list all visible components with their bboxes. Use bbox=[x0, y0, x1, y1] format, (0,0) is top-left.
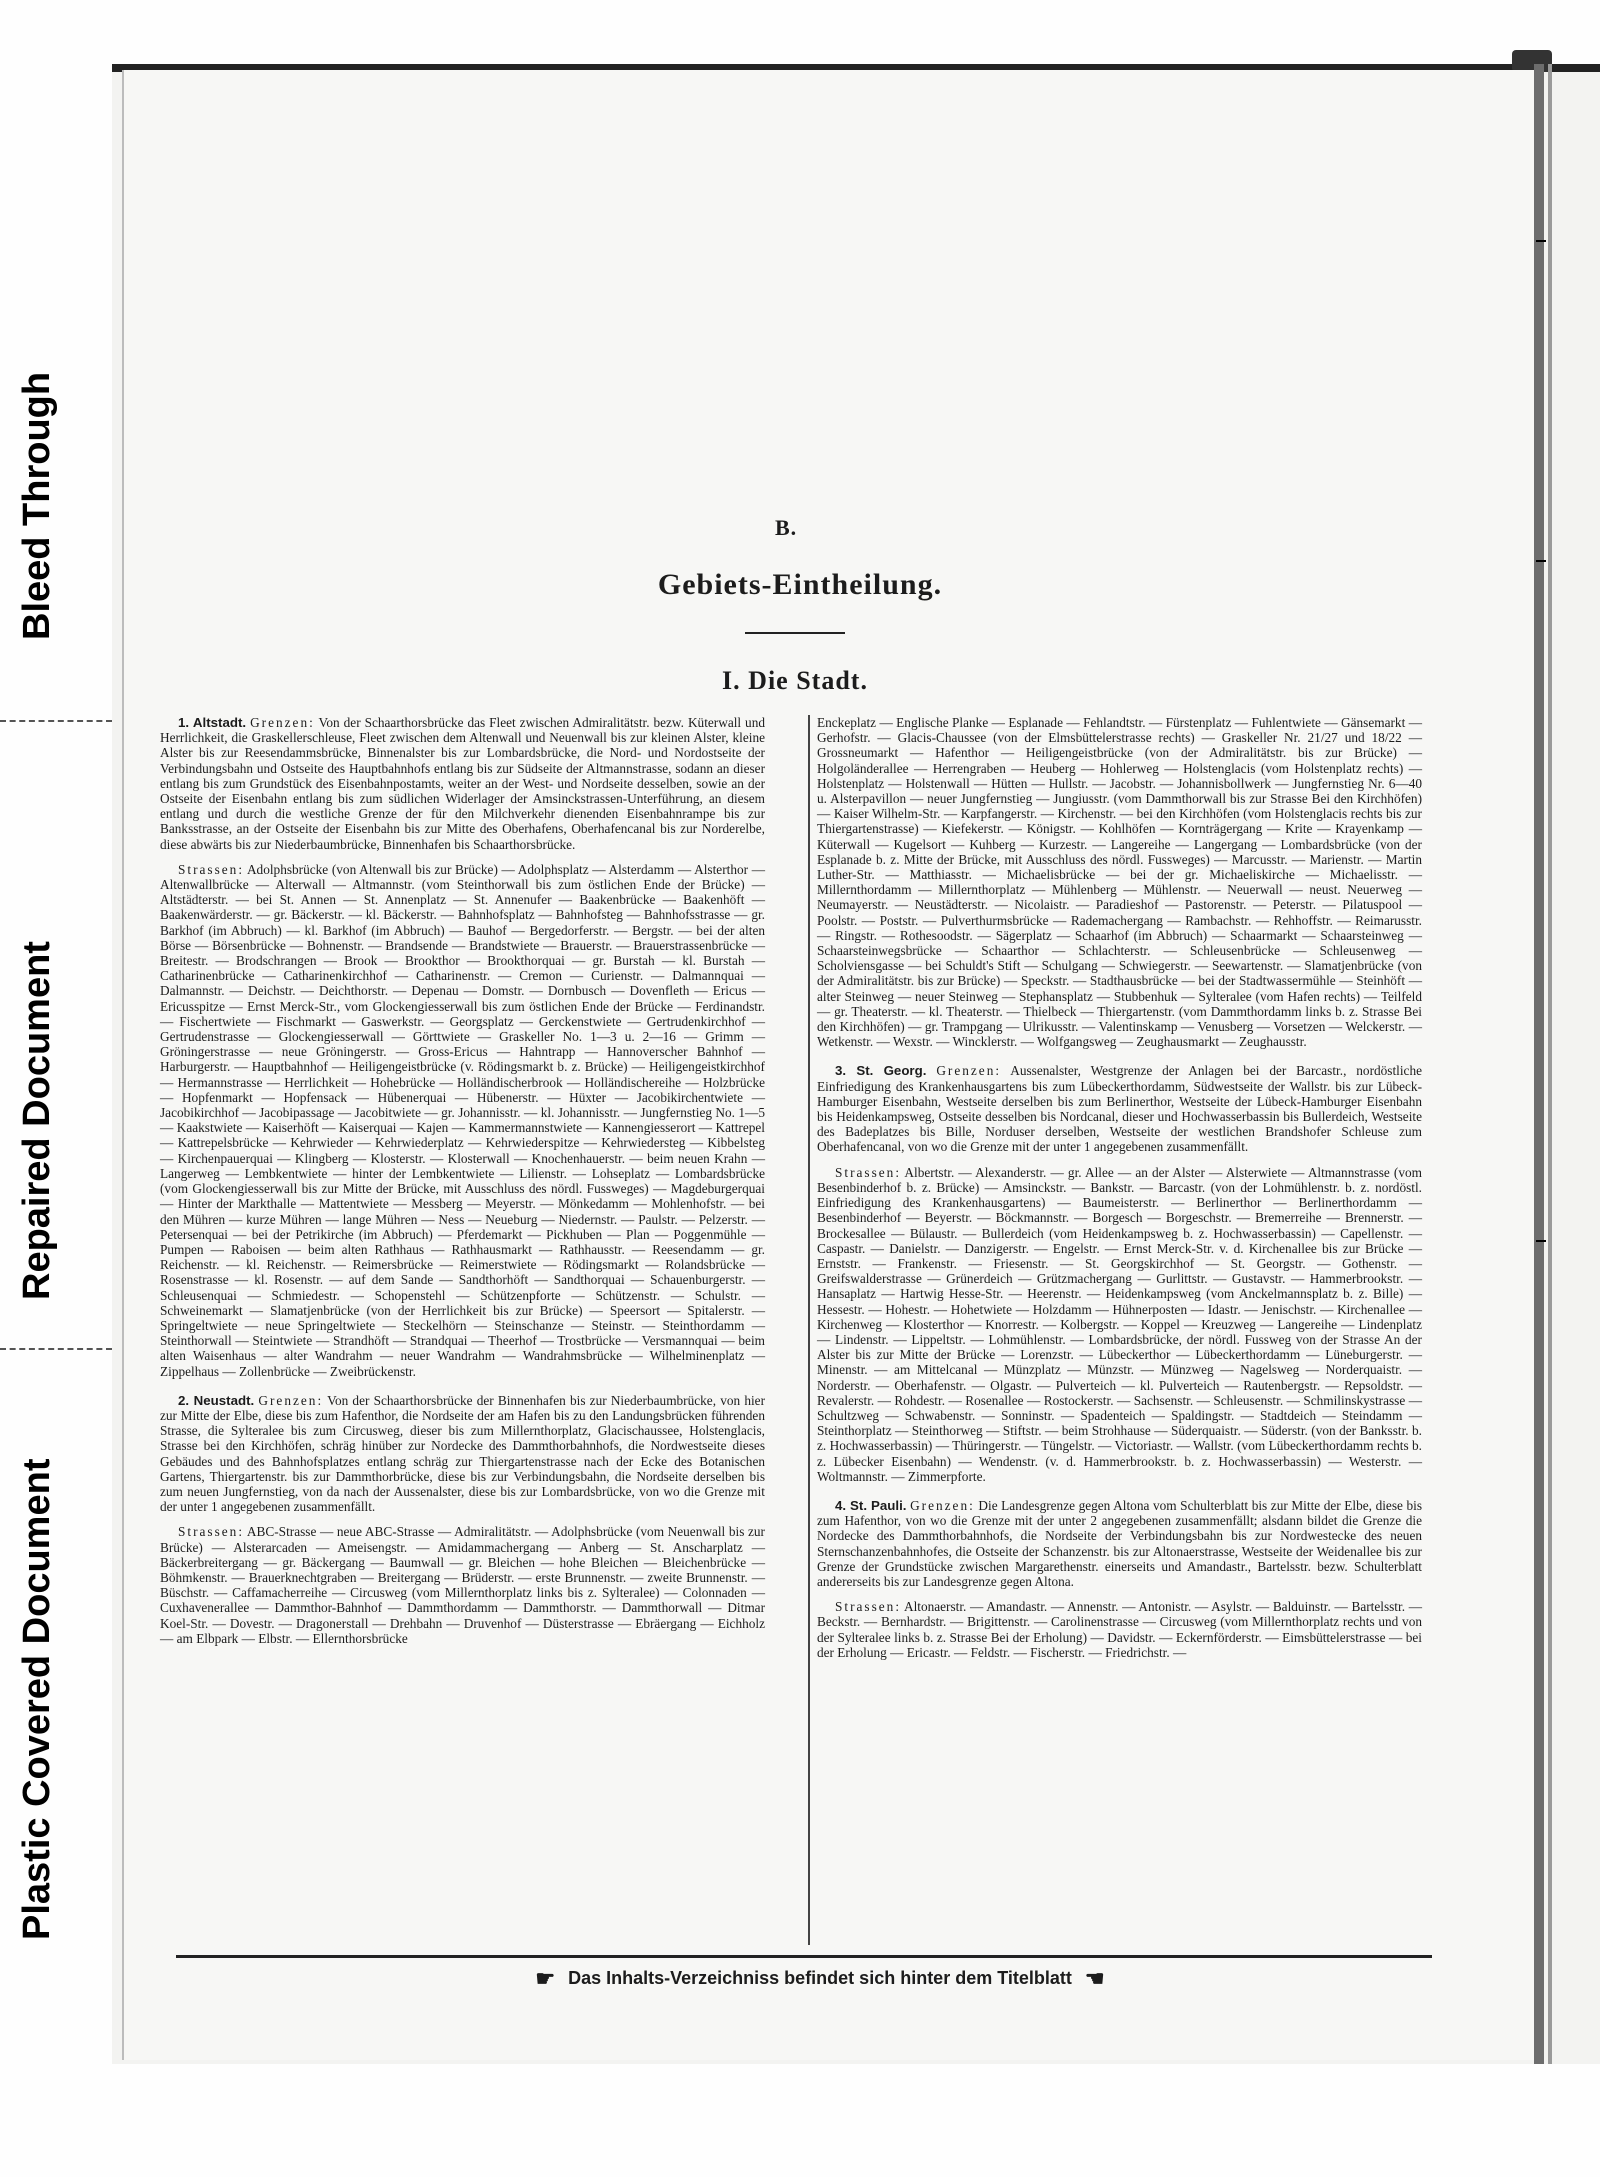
streets-text: Altonaerstr. — Amandastr. — Annenstr. — Antonistr. — Asylstr. — Balduinstr. — Bartelsstr. — Beckstr. — Bernhardstr. — Brigittenstr. — Carolinenstrasse — Circusweg (vom Millernthorplatz rechts und von der Sylteralee links b. z. Strasse Bei der Erholung) — Davidstr. — Eckernförderstr. — Eimsbüttelerstrasse — bei der Erholung — Ericastr. — Feldstr. — Fischerstr. — Friedrichstr. — bbox=[817, 1599, 1422, 1660]
section-letter: B. bbox=[775, 515, 798, 540]
district-heading: 3. St. Georg. bbox=[835, 1063, 927, 1079]
district-heading: 4. St. Pauli. bbox=[835, 1497, 907, 1513]
district-stpauli-boundaries bbox=[817, 1498, 1422, 1589]
district-neustadt-streets bbox=[160, 1524, 765, 1646]
page-fold bbox=[1548, 64, 1552, 2064]
district-heading: 1. Altstadt. bbox=[178, 715, 247, 730]
boundaries-text: Aussenalster, Westgrenze der Anlagen bei der Barcastr., nordöstliche Einfriedigung des Krankenhausgartens bis zum Lübeckerthordamm, Südwestseite der Wallstr. bis zur Lübeck-Hamburger Eisenbahn, Westseite derselben bis zum Berlinerthor, Westseite der Lübeck-Hamburger Eisenbahn bis Heidenkampsweg, Ostseite desselben bis Nordcanal, dieser und Hochwasserbassin bis Bullerdeich, Westseite des Badeplatzes bis Bille, Norduser derselben, Westseite der westlichen Brandshofer Schleuse zum Oberhafencanal, von wo die Grenze mit der unter 1 angegebenen zusammenfällt. bbox=[817, 1063, 1423, 1155]
label-separator bbox=[0, 1348, 112, 1350]
side-label-strip bbox=[0, 0, 110, 2177]
district-stpauli-streets bbox=[817, 1599, 1422, 1660]
binding-mark bbox=[1536, 1240, 1546, 1242]
column-divider bbox=[808, 715, 810, 1945]
footer-rule bbox=[176, 1955, 1432, 1958]
streets-text: Adolphsbrücke (von Altenwall bis zur Brücke) — Adolphsplatz — Alsterdamm — Alsterthor — Altenwallbrücke — Alterwall — Altmannstr. (vom Steinthorwall bis zum östlichen Ende der Brücke) — Altstädterstr. — bei St. Annen — St. Annenplatz — St. Annenufer — Baakenbrücke — Baakenhöft — Baakenwärderstr. — gr. Bäckerstr. — kl. Bäckerstr. — Bahnhofsplatz — Bahnhofsteg — Bahnhofsstrasse — gr. Barkhof (im Abbruch) — kl. Barkhof (im Abbruch) — Bauhof — Bergedorferstr. — Bergstr. — bei der alten Börse — Börsenbrücke — Bohnenstr. — Brandsende — Brandstwiete — Brauerstr. — Brauerstrassenbrücke — Breitestr. — Brodschrangen — Brook — Brookthor — Brookthorquai — gr. Burstah — kl. Burstah — Catharinenbrücke — Catharinenkirchhof — Catharinenstr. — Cremon — Curienstr. — Dalmannquai — Dalmannstr. — Deichstr. — Deichthorstr. — Depenau — Domstr. — Dornbusch — Dovenfleth — Ericus — Ericusspitze — Ernst Merck-Str., vom Glockengiesserwall bis zum östlichen Ende der Brücke — Ferdinandstr. — Fischertwiete — Fischmarkt — Gaswerkstr. — Georgsplatz — Gerckenstwiete — Gertrudenkirchhof — Gertrudenstrasse — Glockengiesserwall — Görttwiete — Graskeller No. 1—3 u. 2—16 — Grimm — Gröningerstrasse — neue Gröningerstr. — Gross-Ericus — Hahntrapp — Hannoverscher Bahnhof — Harburgerstr. — Hauptbahnhof — Heiligengeistbrücke (v. Rödingsmarkt b. z. Brücke) — Heiligengeistkirchhof — Hermannstrasse — Herrlichkeit — Hohebrücke — Holländischerbrook — Holländischereihe — Holzbrücke — Hopfenmarkt — Hopfensack — Hübenerquai — Hübenerstr. — Hüxter — Jacobikirchentwiete — Jacobikirchhof — Jacobipassage — Jacobitwiete — gr. Johannisstr. — kl. Johannisstr. — Jungfernstieg No. 1—5 — Kaakstwiete — Kaiserhöft — Kaiserquai — Kajen — Kammermannstwiete — Kannengiesserort — Kattrepel — Kattrepelsbrücke — Kehrwieder — Kehrwiederplatz — Kehrwiederspitze — Kehrwiedersteg — Kibbelsteg — Kirchenpauerquai — Klingberg — Klosterstr. — Klosterwall — Knochenhauerstr. — beim neuen Krahn — Langerweg — Lembkentwiete — hinter der Lembkentwiete — Lilienstr. — Lohseplatz — Lombardsbrücke (vom Glockengiesserwall bis zur Mitte der Brücke, mit Ausschluss des nördl. Fussweges) — Magdeburgerquai — Hinter der Markthalle — Mattentwiete — Messberg — Meyerstr. — Mönkedamm — Mohlenhofstr. — bei den Mühren — kurze Mühren — lange Mühren — Ness — Neueburg — Niedernstr. — Paulstr. — Pelzerstr. — Petersenquai — bei der Petrikirche (im Abbruch) — Pferdemarkt — Pickhuben — Plan — Poggenmühle — Pumpen — Raboisen — beim alten Rathhaus — Rathhausmarkt — Rathhausstr. — Reesendamm — gr. Reichenstr. — kl. Reichenstr. — Reimersbrücke — Reimerstwiete — Rödingsmarkt — Rolandsbrücke — Rosenstrasse — kl. Rosenstr. — auf dem Sande — Sandthorhöft — Sandthorquai — Schauenburgerstr. — Schleusenquai — Schmiedestr. — Schopenstehl — Schützenpforte — Schützenstr. — Schulstr. — Schweinemarkt — Slamatjenbrücke (von der Herrlichkeit bis zur Brücke) — Speersort — Spitalerstr. — Springeltwiete — neue Springeltwiete — Steckelhörn — Steinschanze — Steinstr. — Steinthordamm — Steinthorwall — Steintwiete — Strandhöft — Strandquai — Theerhof — Trostbrücke — Versmannquai — beim alten Waisenhaus — alter Wandrahm — neuer Wandrahm — Wandrahmsbrücke — Wilhelminenplatz — Zippelhaus — Zollenbrücke — Zweibrückenstr. bbox=[160, 861, 765, 1379]
page-title: Gebiets-Eintheilung. bbox=[657, 568, 943, 601]
streets-label: Strassen: bbox=[835, 1164, 902, 1180]
district-heading: 2. Neustadt. bbox=[178, 1392, 255, 1408]
district-stgeorg-boundaries bbox=[817, 1063, 1422, 1154]
district-altstadt-streets bbox=[160, 862, 765, 1379]
boundaries-text: Von der Schaarthorsbrücke der Binnenhafen bis zur Niederbaumbrücke, von hier zur Mitte der Elbe, diese bis zum Hafenthor, die Nordseite der am Hafen bis zu den Landungsbrücken führenden Strasse, die Sylteralee bis zum Circusweg, dieser bis zum Millernthorplatz, Glacischaussee, Holstenglacis, Strasse bei den Kirchhöfen, schräg hinüber zur Nordecke des Dammthorbahnhofs, die Nordwestseite dieses Gebäudes und des Bahnhofsplatzes entlang schräg zur Thiergartenstrasse nach der Ecke des Botanischen Gartens, Thiergartenstr. bis zur Dammthorbrücke, diese bis zur Verbindungsbahn, die Nordseite derselben bis zum neuen Jungfernstieg, von da nach der Aussenalster, diese bis zur Lombardsbrücke, von wo die Grenze mit der unter 1 angegebenen zusammenfällt. bbox=[160, 1392, 765, 1515]
streets-label: Strassen: bbox=[178, 861, 245, 877]
page-subtitle: I. Die Stadt. bbox=[722, 666, 868, 695]
district-neustadt-boundaries bbox=[160, 1393, 765, 1515]
binding-mark bbox=[1536, 240, 1546, 242]
label-separator bbox=[0, 720, 112, 722]
boundaries-label: Grenzen: bbox=[910, 1497, 975, 1513]
label-bleed-through: Bleed Through bbox=[16, 371, 58, 640]
boundaries-text: Von der Schaarthorsbrücke das Fleet zwischen Admiralitätstr. bezw. Küterwall und Herrlichkeit, die Graskellerschleuse, Fleet zwischen dem Altenwall und Neuenwall bis zur kleinen Alster, kleine Alster bis zur Reesendammsbrücke, Binnenalster bis zur Lombardsbrücke, die Nord- und Nordostseite der Verbindungsbahn und Ostseite des Hauptbahnhofs entlang bis zur Südseite der Altmannstrasse, sodann an dieser entlang bis zum Grundstück des Eisenbahnpostamts, weiter an der West- und Nordseite desselben, sowie an der Ostseite der Eisenbahn entlang bis zum südlichen Widerlager der Amsinckstrassen-Unterführung, an diesem entlang und durch die westliche Grenze der für den Milchverkehr dienenden Eisenbahnrampe bis zur Banksstrasse, an der Ostseite der Eisenbahn bis zur Mitte des Oberhafens, Oberhafencanal bis zur Norderelbe, diese abwärts bis zur Niederbaumbrücke, Binnenhafen bis Schaarthorsbrücke. bbox=[160, 715, 765, 852]
boundaries-label: Grenzen: bbox=[936, 1063, 1002, 1079]
binding-mark bbox=[1536, 560, 1546, 562]
text-column-left bbox=[160, 715, 765, 1656]
district-stgeorg-streets bbox=[817, 1165, 1422, 1484]
pointing-hand-right-icon: ☛ bbox=[535, 1966, 556, 1991]
streets-text: Enckeplatz — Englische Planke — Esplanade — Fehlandtstr. — Fürstenplatz — Fuhlentwiete — Gänsemarkt — Gerhofstr. — Glacis-Chaussee (von der Elmsbüttelerstrasse rechts) — Graskeller Nr. 21/27 und 18/22 — Grossneumarkt — Hafenthor — Heiligengeistbrücke (von der Admiralitätstr. bis zur Brücke) — Holgoländerallee — Herrengraben — Heuberg — Hohlerweg — Holstenglacis (vom Holstenplatz rechts) — Holstenplatz — Holstenwall — Hütten — Hullstr. — Jacobstr. — Johannisbollwerk — Jungfernstieg Nr. 6—40 u. Alsterpavillon — neuer Jungfernstieg — Jungiusstr. (vom Dammthorwall bis zur Strasse Bei den Kirchhöfen) — Kaiser Wilhelm-Str. — Karpfangerstr. — Kirchenstr. — bei den Kirchhöfen (vom Holstenglacis rechts bis zur Thiergartenstrasse) — Kiefekerstr. — Königstr. — Kohlhöfen — Kornträgergang — Krite — Krayenkamp — Küterwall — Kugelsort — Kuhberg — Kurzestr. — Langereihe — Langergang — Lombardsbrücke (von der Esplanade b. z. Mitte der Brücke, mit Ausschluss des nördl. Fussweges) — Marcusstr. — Marienstr. — Martin Luther-Str. — Matthiasstr. — Michaelisbrücke — bei der gr. Michaeliskirche — Michaelisstr. — Millernthordamm — Millernthorplatz — Mühlenberg — Mühlenstr. — Neuerwall — neust. Neuerweg — Neumayerstr. — Neustädterstr. — Nicolaistr. — Paradieshof — Pastorenstr. — Peterstr. — Pilatuspool — Poolstr. — Poststr. — Pulverthurmsbrücke — Rademachergang — Rambachstr. — Rehhoffstr. — Reimarusstr. — Ringstr. — Rothesoodstr. — Sägerplatz — Schaarhof (im Abbruch) — Schaarmarkt — Schaarsteinweg — Schaarsteinwegsbrücke — Schaarthor — Schlachterstr. — Schleusenbrücke — Schleusenweg — Scholviensgasse — bei Schuldt's Stift — Schulgang — Schwiegerstr. — Seewartenstr. — Slamatjenbrücke (von der Admiralitätstr. bis zur Brücke) — Speckstr. — Stadthausbrücke — bei der Stadtwassermühle — Steinhöft — alter Steinweg — neuer Steinweg — Stephansplatz — Stubbenhuk — Sylteralee (vom Hafen rechts) — Teilfeld — gr. Theaterstr. — kl. Theaterstr. — Thielbeck — Thiergartenstr. (vom Dammthordamm links b. z. Strasse Bei den Kirchhöfen) — gr. Trampgang — Ulrikusstr. — Valentinskamp — Venusberg — Vorsetzen — Welckerstr. — Wetkenstr. — Wexstr. — Wincklerstr. — Wolfgangsweg — Zeughausmarkt — Zeughausstr. bbox=[817, 715, 1422, 1050]
corner-mark bbox=[1512, 50, 1552, 72]
boundaries-text: Die Landesgrenze gegen Altona vom Schulterblatt bis zur Mitte der Elbe, diese bis zum Hafenthor, von wo die Grenze mit der unter 2 angegebenen zusammenfällt; alsdann bildet die Grenze die Nordecke des Dammthorbahnhofs, die Nordseite der Verbindungsbahn bis zur Nordwestecke des neuen Sternschanzenbahnhofes, die Ostseite der Schanzenstr. bis zur Altonaerstrasse, Westseite der Weidenallee bis zur Grenze der Grundstücke zwischen Margarethenstr. einerseits und Amandastr., Bartelsstr. bezw. Schulterblatt andererseits bis zur Landesgrenze gegen Altona. bbox=[817, 1497, 1423, 1589]
title-divider bbox=[745, 632, 845, 634]
streets-label: Strassen: bbox=[835, 1599, 902, 1615]
streets-text: Albertstr. — Alexanderstr. — gr. Allee — an der Alster — Alsterwiete — Altmannstrasse (vom Besenbinderhof b. z. Brücke) — Amsinckstr. — Bankstr. — Barcastr. (von der Lohmühlenstr. b. z. nordöstl. Einfriedigung des Krankenhausgartens) — Baumeisterstr. — Berlinerthor — Berlinerthordamm — Besenbinderhof — Beyerstr. — Böckmannstr. — Borgesch — Borgeschstr. — Bremerreihe — Brennerstr. — Brockesallee — Bülaustr. — Bullerdeich (vom Heidenkampsweg b. z. Hochwasserbassin) — Capellenstr. — Caspastr. — Danielstr. — Danzigerstr. — Engelstr. — Ernst Merck-Str. v. d. Kirchenallee bis zur Brücke — Ernststr. — Frankenstr. — Friesenstr. — St. Georgskirchhof — St. Georgstr. — Gothenstr. — Greifswalderstrasse — Grünerdeich — Grützmachergang — Gurlittstr. — Gustavstr. — Hammerbrookstr. — Hansaplatz — Hartwig Hesse-Str. — Heerenstr. — Heidenkampsweg (vom Anckelmannsplatz b. z. Bille) — Hessestr. — Hohestr. — Hohetwiete — Holzdamm — Hühnerposten — Idastr. — Jenischstr. — Kirchenallee — Kirchenweg — Klosterthor — Knorrestr. — Kolbergstr. — Koppel — Kreuzweg — Langereihe — Lindenplatz — Lindenstr. — Lippeltstr. — Lohmühlenstr. — Lombardsbrücke, der nördl. Fussweg von der Strasse An der Alster bis zur Mitte der Brücke — Lorenzstr. — Lübeckerthor — Lübeckerthordamm — Lüneburgerstr. — Minenstr. — am Mittelcanal — Münzplatz — Münzstr. — Münzweg — Nagelsweg — Norderquaistr. — Norderstr. — Oberhafenstr. — Olgastr. — Pulverteich — kl. Pulverteich — Rautenbergstr. — Repsoldstr. — Revalerstr. — Rohdestr. — Rosenallee — Rostockerstr. — Sachsenstr. — Schleusenstr. — Schmilinskystrasse — Schultzweg — Schwabenstr. — Sonninstr. — Spadenteich — Spaldingstr. — Stadtdeich — Steindamm — Steinthorplatz — Steinthorweg — Stiftstr. — beim Strohhause — Süderquaistr. — Süderstr. (von der Banksstr. b. z. Hochwasserbassin) — Thüringerstr. — Tüngelstr. — Victoriastr. — Wallstr. (vom Lübeckerthordamm rechts b. z. Lübecker Eisenbahn) — Wendenstr. (v. d. Hammerbrookstr. b. z. Hochwasserbassin) — Westerstr. — Woltmannstr. — Zimmerpforte. bbox=[817, 1164, 1422, 1484]
streets-label: Strassen: bbox=[178, 1524, 245, 1540]
district-neustadt-streets-continued bbox=[817, 715, 1422, 1049]
pointing-hand-left-icon: ☚ bbox=[1084, 1966, 1105, 1991]
boundaries-label: Grenzen: bbox=[258, 1392, 324, 1408]
label-plastic-covered-document: Plastic Covered Document bbox=[16, 1458, 58, 1940]
boundaries-label: Grenzen: bbox=[250, 715, 315, 730]
text-column-right bbox=[817, 715, 1422, 1670]
label-repaired-document: Repaired Document bbox=[16, 941, 58, 1300]
footer-text: Das Inhalts-Verzeichniss befindet sich hinter dem Titelblatt bbox=[568, 1967, 1072, 1988]
streets-text: ABC-Strasse — neue ABC-Strasse — Admiralitätstr. — Adolphsbrücke (vom Neuenwall bis zur Brücke) — Alsterarcaden — Ameisengstr. — Amidammachergang — Anberg — St. Anscharplatz — Bäckerbreitergang — gr. Bäckergang — Baumwall — gr. Bleichen — hohe Bleichen — Bleichenbrücke — Böhmkenstr. — Brauerknechtgraben — Breitergang — Brüderstr. — erste Brunnenstr. — zweite Brunnenstr. — Büschstr. — Caffamacherreihe — Circusweg (vom Millernthorplatz links bis z. Sylteralee) — Colonnaden — Cuxhavenerallee — Dammthor-Bahnhof — Dammthordamm — Dammthorstr. — Dammthorwall — Ditmar Koel-Str. — Dovestr. — Dragonerstall — Drehbahn — Druvenhof — Düsterstrasse — Ebräergang — Eichholz — am Elbpark — Elbstr. — Ellernthorsbrücke bbox=[160, 1524, 765, 1646]
page-fold bbox=[1534, 64, 1544, 2064]
footer-note bbox=[420, 1966, 1220, 1992]
district-altstadt-boundaries bbox=[160, 715, 765, 852]
